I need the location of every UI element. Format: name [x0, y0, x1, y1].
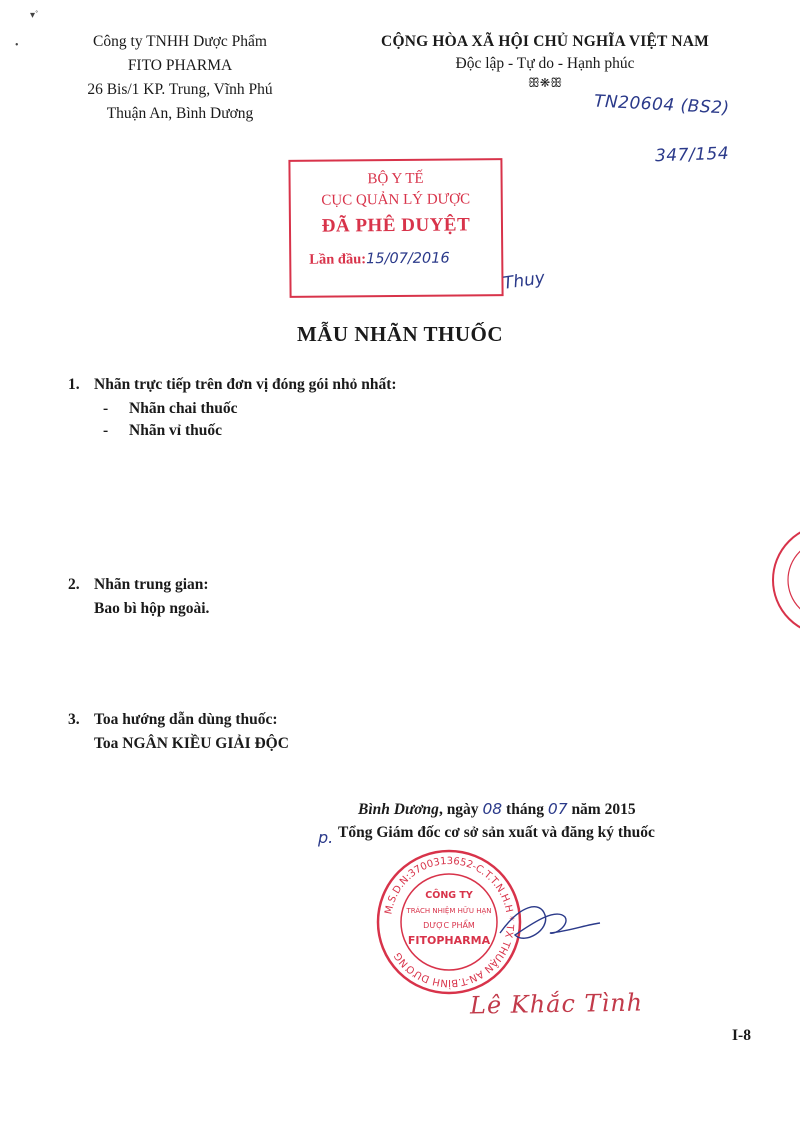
director-title: Tổng Giám đốc cơ sở sản xuất và đăng ký thuốc	[338, 824, 655, 841]
seal-line: CÔNG TY	[425, 890, 473, 901]
list-item-text: Nhãn chai thuốc	[129, 400, 238, 417]
page-title: MẪU NHÃN THUỐC	[296, 322, 504, 346]
day-value: 08	[482, 800, 503, 818]
company-header	[60, 30, 300, 126]
company-line: Công ty TNHH Dược Phẩm	[93, 33, 267, 50]
section-number: 1.	[68, 376, 80, 393]
scan-mark: ▾˚	[30, 10, 39, 21]
seal-line: FITOPHARMA	[407, 934, 491, 947]
republic-header	[380, 33, 710, 91]
stamp-line-ministry: BỘ Y TẾ	[367, 170, 424, 188]
month-value: 07	[547, 800, 568, 818]
seal-ring-text: M.S.D.N:3700313652-C.T.T.N.H.H * TX THUẬN AN-T.BÌNH DƯƠNG	[383, 855, 516, 989]
section-label: Nhãn trực tiếp trên đơn vị đóng gói nhỏ nhất:	[94, 376, 397, 393]
company-line: 26 Bis/1 KP. Trung, Vĩnh Phú	[87, 81, 273, 98]
handwritten-p-mark: p.	[318, 828, 334, 847]
section-number: 2.	[68, 576, 80, 593]
handwritten-ref-2: 347/154	[654, 143, 730, 167]
dash: -	[103, 422, 109, 439]
place-date	[358, 800, 636, 819]
handwritten-initial: Thuy	[501, 268, 547, 294]
section-1	[68, 376, 397, 394]
motto: Độc lập - Tự do - Hạnh phúc	[455, 55, 635, 72]
stamp-first-date-value: 15/07/2016	[366, 250, 450, 268]
page-number: I-8	[732, 1027, 751, 1044]
signer-name: Lê Khắc Tình	[469, 988, 644, 1020]
partial-seal-edge	[768, 520, 800, 640]
day-label: , ngày	[438, 801, 479, 818]
stamp-first-date	[291, 250, 501, 269]
section-2	[68, 576, 209, 594]
ornament: ꕥ❋ꕥ	[527, 75, 563, 90]
stamp-line-approved: ĐÃ PHÊ DUYỆT	[321, 214, 471, 237]
stamp-first-label: Lần đầu:	[309, 251, 367, 268]
month-label: tháng	[506, 801, 544, 818]
seal-line: TRÁCH NHIỆM HỮU HẠN	[406, 907, 492, 915]
place-name: Bình Dương	[358, 801, 439, 818]
section-label: Nhãn trung gian:	[94, 576, 209, 593]
approval-stamp	[288, 158, 503, 298]
section-detail: Toa NGÂN KIỀU GIẢI ĐỘC	[94, 735, 289, 752]
dash: -	[103, 400, 109, 417]
section-detail: Bao bì hộp ngoài.	[94, 600, 210, 617]
list-item	[103, 422, 222, 440]
company-line: Thuận An, Bình Dương	[106, 105, 254, 122]
seal-line: DƯỢC PHẨM	[423, 921, 475, 930]
list-item-text: Nhãn vỉ thuốc	[129, 422, 223, 439]
section-number: 3.	[68, 711, 80, 728]
stamp-line-department: CỤC QUẢN LÝ DƯỢC	[321, 191, 471, 209]
republic-title: CỘNG HÒA XÃ HỘI CHỦ NGHĨA VIỆT NAM	[381, 33, 709, 50]
section-3	[68, 711, 278, 729]
signature-scribble	[495, 895, 605, 955]
year-label: năm 2015	[571, 801, 636, 818]
section-label: Toa hướng dẫn dùng thuốc:	[94, 711, 278, 728]
company-line: FITO PHARMA	[127, 57, 233, 74]
handwritten-ref-1: TN20604 (BS2)	[593, 91, 731, 119]
list-item	[103, 400, 238, 418]
scan-dot: •	[15, 40, 19, 51]
